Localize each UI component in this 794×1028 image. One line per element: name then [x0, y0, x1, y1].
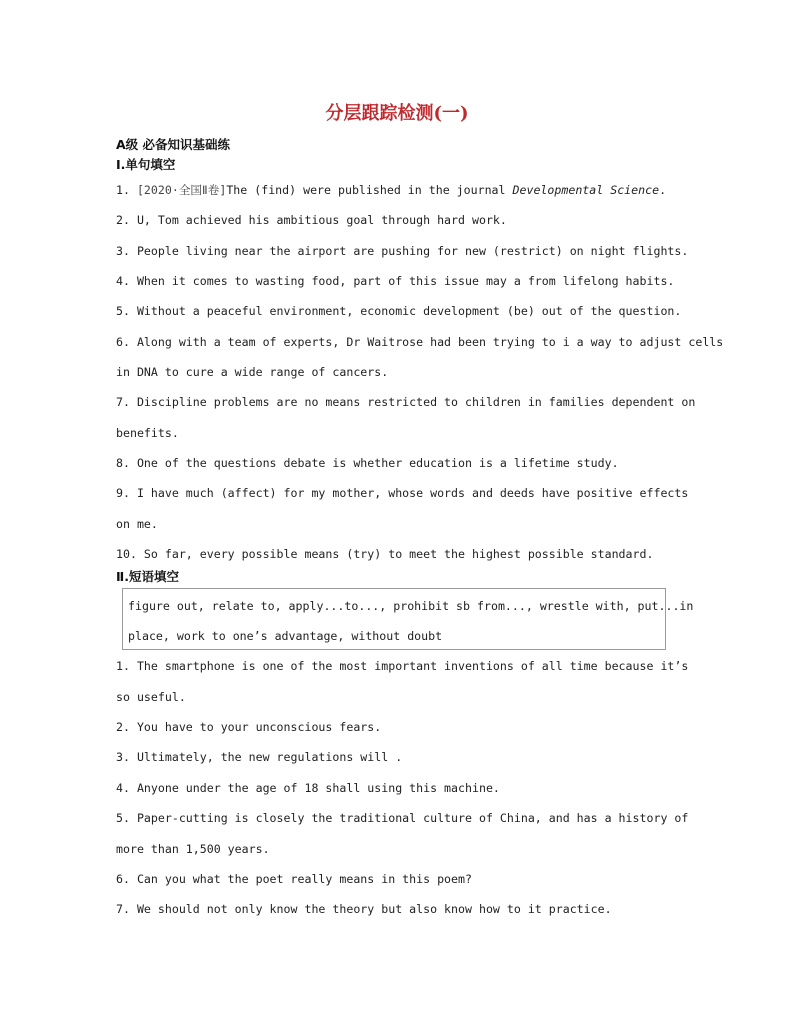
- question-9-line1: 9. I have much (affect) for my mother, whose words and deeds have positive effects: [116, 486, 689, 500]
- phrase-question-6: 6. Can you what the poet really means in this poem?: [116, 872, 472, 886]
- phrase-question-1-line2: so useful.: [116, 690, 186, 704]
- phrase-bank-box: [122, 588, 694, 650]
- phrase-question-7: 7. We should not only know the theory but also know how to it practice.: [116, 902, 612, 916]
- question-4: 4. When it comes to wasting food, part of this issue may a from lifelong habits.: [116, 274, 675, 288]
- question-3: 3. People living near the airport are pushing for new (restrict) on night flights.: [116, 244, 689, 258]
- question-6-line2: in DNA to cure a wide range of cancers.: [116, 365, 389, 379]
- phrase-question-4: 4. Anyone under the age of 18 shall using this machine.: [116, 781, 500, 795]
- question-1-journal: Developmental Science: [512, 183, 660, 197]
- phrase-question-2: 2. You have to your unconscious fears.: [116, 720, 382, 734]
- phrase-question-3: 3. Ultimately, the new regulations will .: [116, 750, 403, 764]
- section2-heading: Ⅱ.短语填空: [116, 569, 179, 584]
- question-1-number: 1.: [116, 183, 130, 197]
- question-2: 2. U, Tom achieved his ambitious goal through hard work.: [116, 213, 507, 227]
- question-7-line2: benefits.: [116, 426, 179, 440]
- question-10: 10. So far, every possible means (try) to meet the highest possible standard.: [116, 547, 654, 561]
- phrase-bank-line1: figure out, relate to, apply...to..., prohibit sb from..., wrestle with, put...in: [128, 599, 694, 613]
- phrase-question-5-line2: more than 1,500 years.: [116, 842, 270, 856]
- phrase-question-5-line1: 5. Paper-cutting is closely the traditional culture of China, and has a history of: [116, 811, 689, 825]
- question-7-line1: 7. Discipline problems are no means restricted to children in families dependent on: [116, 395, 696, 409]
- question-5: 5. Without a peaceful environment, economic development (be) out of the question.: [116, 304, 682, 318]
- question-1-end: .: [659, 183, 667, 197]
- question-1-source: [2020·全国Ⅱ卷]: [136, 183, 227, 197]
- phrase-question-1-line1: 1. The smartphone is one of the most important inventions of all time because it’s: [116, 659, 689, 673]
- level-heading: A级 必备知识基础练: [116, 137, 231, 152]
- question-1-text: The (find) were published in the journal: [226, 183, 506, 197]
- question-9-line2: on me.: [116, 517, 158, 531]
- question-1: [116, 180, 666, 200]
- question-6-line1: 6. Along with a team of experts, Dr Waitrose had been trying to i a way to adjust cells: [116, 335, 724, 349]
- question-8: 8. One of the questions debate is whether education is a lifetime study.: [116, 456, 619, 470]
- phrase-bank-line2: place, work to one’s advantage, without doubt: [128, 629, 443, 643]
- section1-heading: Ⅰ.单句填空: [116, 157, 176, 172]
- document-title: 分层跟踪检测(一): [325, 103, 469, 124]
